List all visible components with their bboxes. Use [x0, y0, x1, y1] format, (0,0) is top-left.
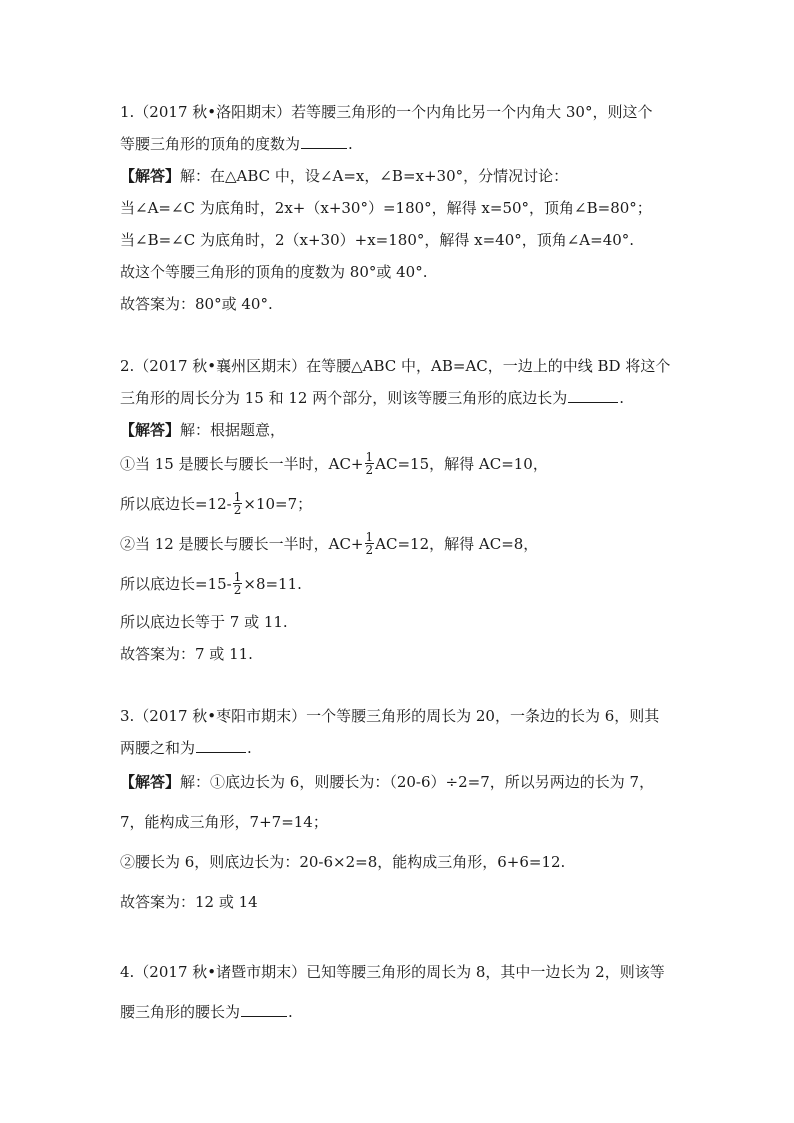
fraction-denominator: 2: [365, 462, 374, 477]
q2-stem-text: 三角形的周长分为 15 和 12 两个部分，则该等腰三角形的底边长为: [120, 389, 568, 407]
q4-answer-blank: [241, 1000, 287, 1017]
q2-answer-text-2b: AC=15，解得 AC=10，: [375, 455, 548, 473]
q3-stem-line-2: [120, 732, 680, 764]
question-1: [120, 96, 680, 320]
q2-answer-blank: [568, 386, 618, 403]
q2-answer-text-3b: ×10=7；: [243, 495, 313, 513]
fraction-numerator: 1: [233, 569, 242, 584]
q3-answer-blank: [196, 736, 246, 753]
q2-answer-text-2a: ①当 15 是腰长与腰长一半时，AC+: [120, 455, 364, 473]
fraction-one-half: [233, 571, 243, 596]
q3-answer-line-2: 7，能构成三角形，7+7=14；: [120, 813, 328, 831]
q3-answer-line-1: [120, 764, 680, 804]
q1-answer-blank: [301, 132, 347, 149]
question-4: [120, 954, 680, 1034]
q4-stem-text: 腰三角形的腰长为: [120, 1003, 241, 1021]
fraction-one-half: [365, 531, 375, 556]
q1-stem-line-1: 1.（2017 秋•洛阳期末）若等腰三角形的一个内角比另一个内角大 30°，则这个: [120, 103, 653, 121]
q2-answer-text-1: 解：根据题意，: [180, 421, 286, 439]
q3-answer-text-1: 解：①底边长为 6，则腰长为：（20-6）÷2=7，所以另两边的长为 7，: [180, 773, 655, 791]
q1-stem-line-2: [120, 128, 680, 160]
fraction-numerator: 1: [365, 529, 374, 544]
question-3: [120, 700, 680, 924]
q4-stem-period: .: [288, 1003, 293, 1021]
q1-answer-line-2: 当∠A=∠C 为底角时，2x+（x+30°）=180°，解得 x=50°，顶角∠B=80°；: [120, 199, 652, 217]
q1-stem-text: 等腰三角形的顶角的度数为: [120, 135, 301, 153]
q3-answer-line-3: ②腰长为 6，则底边长为：20-6×2=8，能构成三角形，6+6=12.: [120, 853, 566, 871]
q1-answer-text-1: 解：在△ABC 中，设∠A=x，∠B=x+30°，分情况讨论：: [180, 167, 569, 185]
q3-stem-line-1: 3.（2017 秋•枣阳市期末）一个等腰三角形的周长为 20，一条边的长为 6，则其: [120, 707, 660, 725]
q2-answer-line-2: [120, 446, 680, 486]
q2-answer-text-4b: AC=12，解得 AC=8，: [375, 535, 539, 553]
q1-answer-line-1: [120, 160, 680, 192]
q2-answer-text-5a: 所以底边长=15-: [120, 575, 232, 593]
q3-answer-line-4: 故答案为：12 或 14: [120, 893, 258, 911]
fraction-one-half: [365, 451, 375, 476]
q3-stem-period: .: [247, 739, 252, 757]
q1-stem-period: .: [348, 135, 353, 153]
fraction-numerator: 1: [365, 449, 374, 464]
q2-stem-line-2: [120, 382, 680, 414]
fraction-one-half: [233, 491, 243, 516]
q2-answer-text-4a: ②当 12 是腰长与腰长一半时，AC+: [120, 535, 364, 553]
q2-answer-line-5: [120, 566, 680, 606]
q2-answer-line-3: [120, 486, 680, 526]
document-page: [120, 96, 680, 1034]
q1-answer-tag: 【解答】: [120, 167, 181, 185]
fraction-denominator: 2: [233, 582, 242, 597]
q2-answer-line-7: 故答案为：7 或 11.: [120, 645, 253, 663]
spacer: [120, 320, 680, 350]
q2-answer-line-6: 所以底边长等于 7 或 11.: [120, 613, 288, 631]
q2-answer-line-4: [120, 526, 680, 566]
q3-answer-tag: 【解答】: [120, 773, 181, 791]
q2-stem-period: .: [619, 389, 625, 407]
spacer: [120, 670, 680, 700]
q2-answer-text-5b: ×8=11.: [243, 575, 302, 593]
q4-stem-line-1: 4.（2017 秋•诸暨市期末）已知等腰三角形的周长为 8，其中一边长为 2，则该等: [120, 963, 665, 981]
spacer: [120, 924, 680, 954]
question-2: [120, 350, 680, 670]
q2-answer-tag: 【解答】: [120, 421, 181, 439]
q2-stem-line-1: 2.（2017 秋•襄州区期末）在等腰△ABC 中，AB=AC，一边上的中线 BD 将这个: [120, 357, 671, 375]
q4-stem-line-2: [120, 994, 680, 1034]
fraction-denominator: 2: [365, 542, 374, 557]
q1-answer-line-4: 故这个等腰三角形的顶角的度数为 80°或 40°.: [120, 263, 428, 281]
q3-stem-text: 两腰之和为: [120, 739, 196, 757]
q1-answer-line-3: 当∠B=∠C 为底角时，2（x+30）+x=180°，解得 x=40°，顶角∠A=40°.: [120, 231, 635, 249]
fraction-denominator: 2: [233, 502, 242, 517]
q2-answer-text-3a: 所以底边长=12-: [120, 495, 232, 513]
fraction-numerator: 1: [233, 489, 242, 504]
q2-answer-line-1: [120, 414, 680, 446]
q1-answer-line-5: 故答案为：80°或 40°.: [120, 295, 273, 313]
